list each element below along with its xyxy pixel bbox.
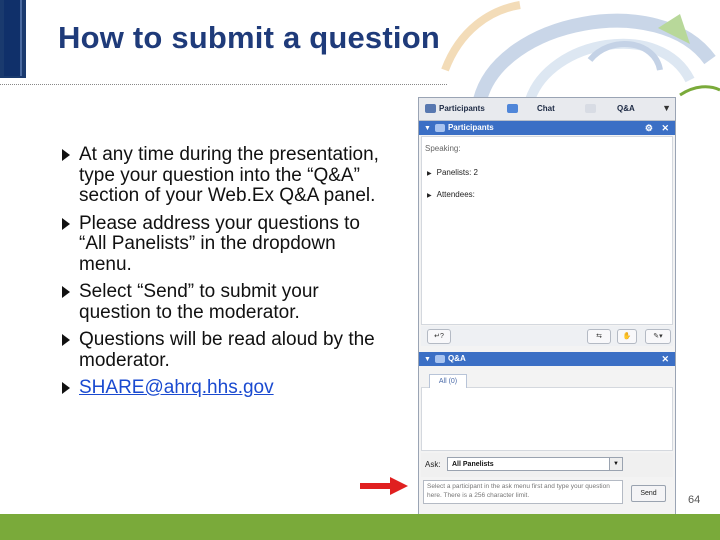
ask-question-icon[interactable]: ↵? [427, 329, 451, 344]
bullet-arrow-icon [62, 334, 70, 346]
close-icon[interactable]: ✕ [661, 123, 669, 133]
webex-panel [418, 97, 676, 515]
gear-icon[interactable]: ⚙ [644, 123, 653, 133]
red-arrow-icon [360, 477, 408, 495]
tab-chat[interactable]: Chat [507, 101, 555, 117]
raise-hand-icon[interactable]: ✋ [617, 329, 637, 344]
attendees-group[interactable]: ▶ Attendees: [427, 190, 475, 199]
participants-icon [425, 104, 436, 113]
question-input[interactable]: Select a participant in the ask menu first and type your question here. There is a 256 character limit. [423, 480, 623, 504]
ask-label: Ask: [425, 460, 441, 469]
ask-recipient-select[interactable]: All Panelists ▼ [447, 457, 623, 471]
panel-tab-bar [419, 98, 675, 121]
bullet-arrow-icon [62, 382, 70, 394]
page-number: 64 [688, 494, 701, 506]
chevron-down-icon: ▼ [609, 458, 622, 470]
ask-row [421, 453, 673, 477]
email-link-item [62, 378, 392, 399]
qa-icon [585, 104, 596, 113]
qa-list [421, 387, 673, 451]
left-accent-bar [0, 0, 26, 78]
bullet-arrow-icon [62, 149, 70, 161]
participants-header[interactable]: ▼ Participants ⚙ ✕ [419, 121, 675, 135]
tab-qa[interactable]: Q&A [585, 101, 635, 117]
participants-icon [435, 124, 445, 132]
close-icon[interactable]: ✕ [661, 354, 669, 364]
qa-icon [435, 355, 445, 363]
email-link[interactable]: SHARE@ahrq.hhs.gov [79, 377, 274, 398]
speaking-label: Speaking: [425, 144, 461, 153]
mute-icon[interactable]: ⇆ [587, 329, 611, 344]
list-item: Select “Send” to submit your question to the moderator. [62, 282, 392, 323]
bottom-accent-bar [0, 514, 720, 540]
ahrq-swirl-logo [440, 0, 720, 100]
list-item: Please address your questions to “All Panelists” in the dropdown menu. [62, 214, 392, 276]
tab-participants[interactable]: Participants [425, 101, 485, 117]
title-divider [0, 84, 447, 85]
chat-icon [507, 104, 518, 113]
list-item: Questions will be read aloud by the moderator. [62, 330, 392, 371]
panel-menu-chevron-icon[interactable]: ▼ [662, 103, 671, 113]
qa-header[interactable]: ▼ Q&A ✕ [419, 352, 675, 366]
bullet-arrow-icon [62, 218, 70, 230]
slide-title: How to submit a question [58, 20, 440, 55]
panelists-group[interactable]: ▶ Panelists: 2 [427, 168, 478, 177]
tab-qa-all[interactable]: All (0) [429, 374, 467, 388]
participants-toolbar [421, 326, 673, 346]
list-item: At any time during the presentation, type your question into the “Q&A” section of your Web.Ex Q&A panel. [62, 145, 392, 207]
instruction-list [62, 145, 392, 406]
options-icon[interactable]: ✎▾ [645, 329, 671, 344]
bullet-arrow-icon [62, 286, 70, 298]
send-button[interactable]: Send [631, 485, 666, 502]
participants-list [421, 136, 673, 325]
